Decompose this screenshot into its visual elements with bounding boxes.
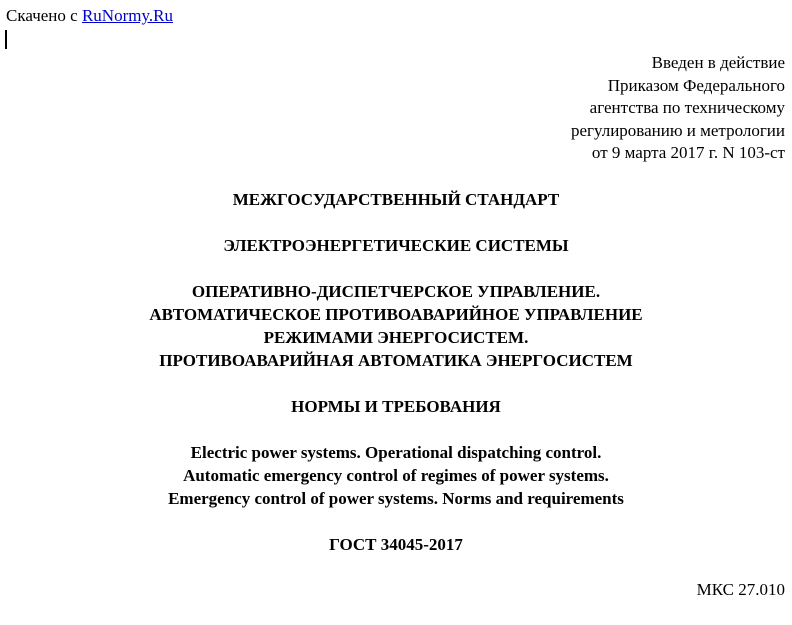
title-en: [0, 441, 792, 510]
enactment-line: от 9 марта 2017 г. N 103-ст: [591, 143, 785, 162]
title-en-line: Emergency control of power systems. Norms and requirements: [168, 489, 624, 508]
title-ru-line: ОПЕРАТИВНО-ДИСПЕТЧЕРСКОЕ УПРАВЛЕНИЕ.: [191, 282, 601, 301]
designation-text: ГОСТ 34045-2017: [329, 535, 463, 554]
enactment-block: [385, 52, 785, 165]
designation: [0, 533, 792, 556]
title-en-line: Electric power systems. Operational dispatching control.: [190, 443, 602, 462]
enactment-line: Введен в действие: [651, 53, 785, 72]
classification-code: МКС 27.010: [696, 580, 785, 599]
source-link[interactable]: RuNormy.Ru: [81, 6, 173, 25]
title-ru-line: ПРОТИВОАВАРИЙНАЯ АВТОМАТИКА ЭНЕРГОСИСТЕМ: [159, 351, 633, 370]
enactment-line: регулированию и метрологии: [570, 120, 785, 140]
title-ru: [0, 280, 792, 372]
text-cursor: [5, 30, 7, 49]
source-prefix: Скачено с: [6, 6, 82, 25]
standard-type: [0, 188, 792, 211]
title-en-line: Automatic emergency control of regimes of power systems.: [183, 466, 609, 485]
title-ru-line: РЕЖИМАМИ ЭНЕРГОСИСТЕМ.: [263, 328, 529, 347]
title-main-text: ЭЛЕКТРОЭНЕРГЕТИЧЕСКИЕ СИСТЕМЫ: [223, 236, 569, 255]
standard-type-text: МЕЖГОСУДАРСТВЕННЫЙ СТАНДАРТ: [232, 190, 560, 209]
source-line: [6, 6, 173, 26]
enactment-line: агентства по техническому: [589, 98, 785, 117]
enactment-line: Приказом Федерального: [607, 75, 785, 95]
title-ru-line: АВТОМАТИЧЕСКОЕ ПРОТИВОАВАРИЙНОЕ УПРАВЛЕНИЕ: [149, 305, 643, 324]
title-main: [0, 234, 792, 257]
title-subtitle-text: НОРМЫ И ТРЕБОВАНИЯ: [291, 397, 501, 416]
title-subtitle: [0, 395, 792, 418]
